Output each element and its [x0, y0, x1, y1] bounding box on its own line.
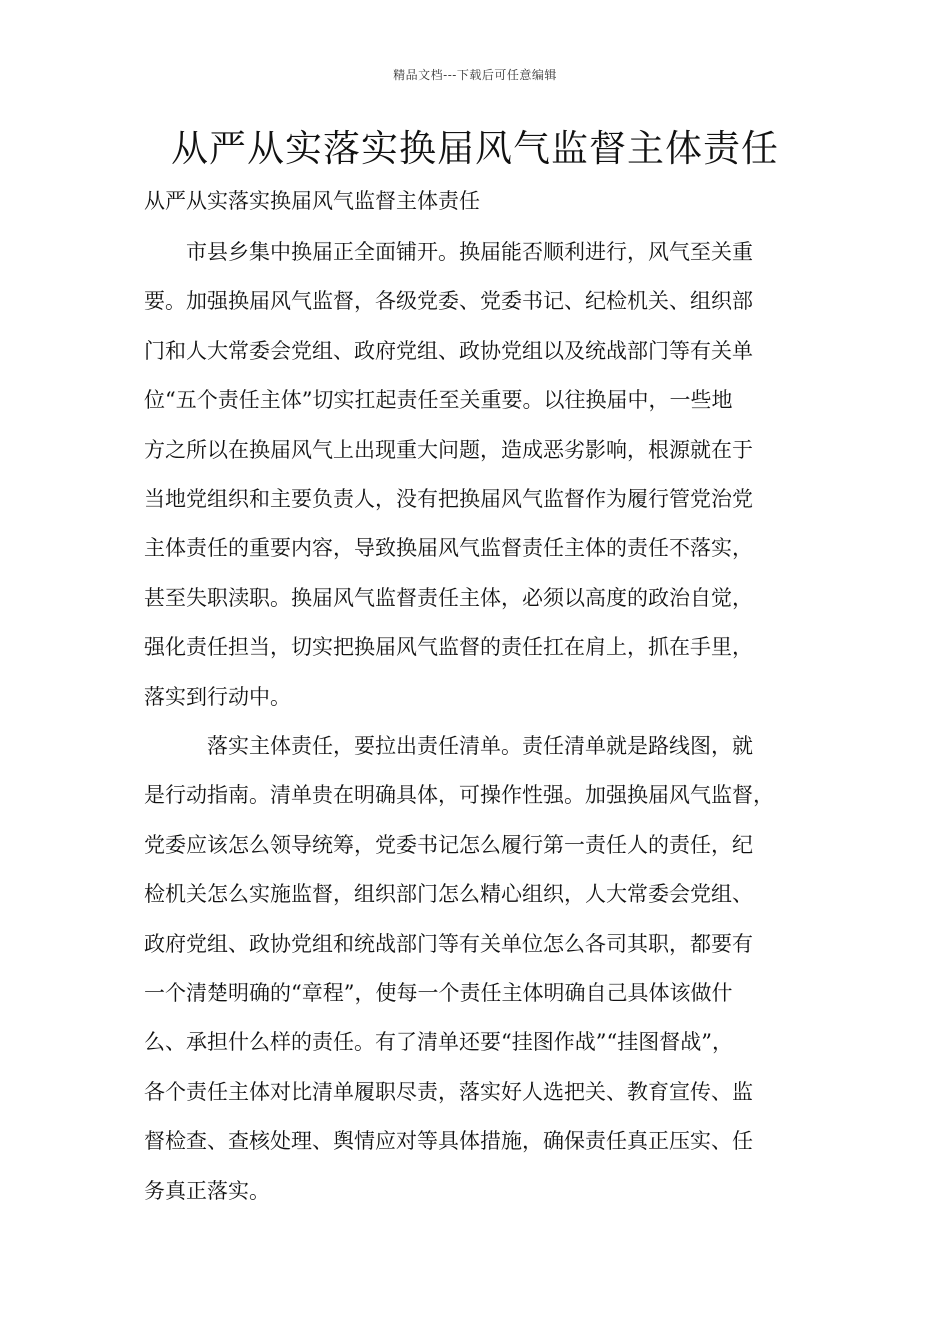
paragraph-line: 政府党组、政协党组和统战部门等有关单位怎么各司其职，都要有 [144, 931, 753, 956]
document-title: 从严从实落实换届风气监督主体责任 [171, 127, 779, 170]
paragraph-line: 落实到行动中。 [144, 684, 291, 709]
paragraph-line: 要。加强换届风气监督，各级党委、党委书记、纪检机关、组织部 [144, 289, 753, 314]
paragraph-line: 位“五个责任主体”切实扛起责任至关重要。以往换届中，一些地 [144, 388, 733, 413]
paragraph-line: 方之所以在换届风气上出现重大问题，造成恶劣影响，根源就在于 [144, 437, 753, 462]
paragraph-line: 党委应该怎么领导统筹，党委书记怎么履行第一责任人的责任，纪 [144, 832, 753, 857]
paragraph-line: 督检查、查核处理、舆情应对等具体措施，确保责任真正压实、任 [144, 1129, 753, 1154]
body-paragraph-2 [144, 722, 810, 1216]
paragraph-line: 务真正落实。 [144, 1178, 270, 1203]
header-note: 精品文档---下载后可任意编辑 [393, 68, 557, 82]
paragraph-line: 强化责任担当，切实把换届风气监督的责任扛在肩上，抓在手里， [144, 635, 753, 660]
paragraph-line: 市县乡集中换届正全面铺开。换届能否顺利进行，风气至关重 [144, 240, 753, 264]
body-paragraph-1 [144, 228, 810, 722]
paragraph-line: 门和人大常委会党组、政府党组、政协党组以及统战部门等有关单 [144, 338, 753, 363]
paragraph-line: 检机关怎么实施监督，组织部门怎么精心组织，人大常委会党组、 [144, 882, 753, 907]
paragraph-line: 当地党组织和主要负责人，没有把换届风气监督作为履行管党治党 [144, 486, 753, 511]
document-subtitle: 从严从实落实换届风气监督主体责任 [144, 189, 480, 213]
paragraph-line: 一个清楚明确的“章程”，使每一个责任主体明确自己具体该做什 [144, 980, 733, 1005]
paragraph-line: 主体责任的重要内容，导致换届风气监督责任主体的责任不落实， [144, 536, 753, 561]
paragraph-line: 么、承担什么样的责任。有了清单还要“挂图作战”“挂图督战”， [144, 1030, 733, 1055]
paragraph-line: 落实主体责任，要拉出责任清单。责任清单就是路线图，就 [144, 734, 753, 758]
paragraph-line: 甚至失职渎职。换届风气监督责任主体，必须以高度的政治自觉， [144, 585, 753, 610]
paragraph-line: 是行动指南。清单贵在明确具体，可操作性强。加强换届风气监督， [144, 783, 774, 808]
paragraph-line: 各个责任主体对比清单履职尽责，落实好人选把关、教育宣传、监 [144, 1079, 753, 1104]
